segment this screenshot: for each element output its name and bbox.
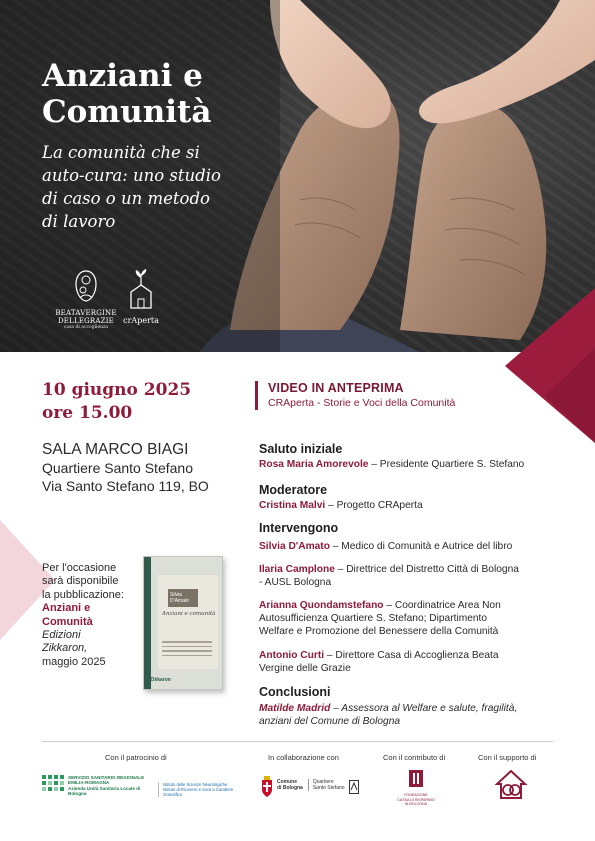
- ssr-text-line: SERVIZIO SANITARIO REGIONALE: [68, 775, 145, 780]
- hero-subtitle-line: di lavoro: [42, 212, 116, 231]
- program-entry-speaker: [259, 540, 559, 553]
- comune-text-line: Comune: [277, 779, 297, 785]
- hero-title-line: Comunità: [42, 94, 212, 130]
- hero-subtitle: [42, 141, 257, 233]
- speaker-name: Rosa Maria Amorevole: [259, 459, 369, 470]
- footer-label-supporto: Con il supporto di: [478, 753, 537, 762]
- fondazione-emblem-icon: [392, 770, 440, 788]
- quartiere-emblem-icon: [349, 780, 359, 794]
- footer-divider: [42, 741, 553, 742]
- hero-subtitle-line: di caso o un metodo: [42, 189, 210, 208]
- fondazione-text-line: FONDAZIONE: [404, 793, 428, 797]
- section-heading-saluto: Saluto iniziale: [259, 442, 343, 456]
- ssr-grid-icon: [42, 775, 64, 795]
- speaker-name: Matilde Madrid: [259, 703, 331, 714]
- program-entry-speaker: [259, 649, 559, 675]
- event-date: 10 giugno 2025: [42, 380, 192, 400]
- speaker-role-line: anziani del Comune di Bologna: [259, 716, 401, 728]
- speaker-role: – Assessora al Welfare e salute, fragilità,: [330, 703, 518, 714]
- supporter-logo: [494, 770, 528, 805]
- speaker-role: – Medico di Comunità e Autrice del libro: [329, 541, 513, 552]
- bv-name-line: DELLEGRAZIE: [58, 317, 114, 325]
- pub-title-line: Comunità: [42, 615, 93, 628]
- hero-subtitle-line: La comunità che si: [42, 143, 200, 162]
- venue-address-line: Quartiere Santo Stefano: [42, 460, 193, 476]
- speaker-name: Arianna Quondamstefano: [259, 600, 384, 611]
- book-blurb-lines: [162, 641, 212, 659]
- pub-publisher-line: Zikkaron,: [42, 642, 88, 655]
- craperta-name: crAperta: [123, 316, 159, 325]
- section-heading-intervengono: Intervengono: [259, 521, 339, 535]
- speaker-name: Silvia D'Amato: [259, 541, 330, 552]
- craperta-logo: [120, 268, 162, 325]
- fondazione-carisbo-logo: [392, 770, 440, 807]
- book-cover: [143, 556, 223, 690]
- event-datetime: [42, 379, 191, 425]
- book-spine: [144, 557, 151, 689]
- hero-title-line: Anziani e: [42, 58, 203, 94]
- speaker-role: – Progetto CRAperta: [325, 500, 423, 511]
- pub-intro-line: la pubblicazione:: [42, 588, 124, 601]
- book-cover-panel: [158, 575, 218, 669]
- speaker-role: – Direttrice del Distretto Città di Bologna: [334, 564, 519, 575]
- footer-label-contributo: Con il contributo di: [383, 753, 446, 762]
- program-entry-saluto: [259, 458, 559, 471]
- madonna-icon: [68, 268, 104, 304]
- pub-intro-line: Per l'occasione: [42, 562, 117, 574]
- venue-address-line: Via Santo Stefano 119, BO: [42, 478, 209, 494]
- fondazione-text-line: CASSA DI RISPARMIO: [397, 797, 435, 802]
- event-time: ore 15.00: [42, 403, 133, 423]
- decorative-triangle-right: [505, 288, 595, 443]
- pub-publisher-line: Edizioni: [42, 629, 81, 642]
- venue-name: SALA MARCO BIAGI: [42, 441, 189, 458]
- footer-label-collaborazione: In collaborazione con: [268, 753, 339, 762]
- program-entry-speaker: [259, 599, 559, 639]
- video-title: VIDEO IN ANTEPRIMA: [268, 381, 404, 395]
- book-author: Silvia D'Amato: [168, 589, 198, 607]
- program-entry-moderatore: [259, 499, 559, 512]
- supporter-emblem-icon: [494, 770, 528, 800]
- bologna-crest-icon: [260, 776, 274, 798]
- bv-name-line: BEATAVERGINE: [55, 309, 117, 317]
- comune-text-line: di Bologna: [277, 785, 303, 791]
- fondazione-text-line: IN BOLOGNA: [404, 802, 428, 806]
- publication-note: [42, 562, 137, 669]
- speaker-role-line: Vergine delle Grazie: [259, 663, 351, 675]
- pub-title-line: Anziani e: [42, 602, 91, 615]
- quartiere-text-line: Quartiere: [312, 779, 334, 785]
- book-publisher-mark: Zikkaron: [150, 677, 171, 683]
- comune-bologna-logo: [260, 776, 360, 798]
- speaker-role: – Coordinatrice Area Non: [383, 600, 501, 611]
- speaker-name: Ilaria Camplone: [259, 564, 335, 575]
- isn-text-line: Istituto delle Scienze Neurologiche: [163, 782, 228, 787]
- section-heading-moderatore: Moderatore: [259, 483, 328, 497]
- speaker-role: – Direttore Casa di Accoglienza Beata: [324, 650, 499, 661]
- pub-intro-line: sarà disponibile: [42, 575, 119, 588]
- hero-subtitle-line: auto-cura: uno studio: [42, 166, 221, 185]
- ssr-text-line: Azienda Unità Sanitaria Locale di Bologna: [68, 785, 141, 797]
- speaker-role-line: - AUSL Bologna: [259, 577, 332, 589]
- footer-label-patrocinio: Con il patrocinio di: [105, 753, 167, 762]
- section-heading-conclusioni: Conclusioni: [259, 685, 331, 699]
- isn-logo: [158, 782, 248, 797]
- isn-text-line: Istituto di Ricovero e Cura a Carattere Scientifico: [163, 787, 234, 797]
- hero-title: [42, 58, 282, 130]
- quartiere-text-line: Santo Stefano: [312, 785, 345, 791]
- speaker-name: Antonio Curti: [259, 650, 325, 661]
- book-title: Anziani e comunità: [162, 611, 216, 617]
- program-entry-speaker: [259, 563, 559, 589]
- program-entry-conclusioni: [259, 702, 559, 728]
- pub-date: maggio 2025: [42, 655, 106, 668]
- video-subtitle: CRAperta - Storie e Voci della Comunità: [268, 397, 456, 409]
- ssr-emilia-romagna-logo: [42, 775, 154, 797]
- speaker-role-line: Autosufficienza Quartiere S. Stefano; Dipartimento: [259, 613, 488, 625]
- speaker-role-line: Welfare e Promozione del Benessere della Comunità: [259, 626, 499, 638]
- beata-vergine-logo: [50, 268, 122, 331]
- speaker-role: – Presidente Quartiere S. Stefano: [368, 459, 525, 470]
- bv-tagline: casa di accoglienza: [63, 325, 109, 330]
- video-preview-box: [255, 381, 555, 410]
- speaker-name: Cristina Malvi: [259, 500, 326, 511]
- ssr-text-line: EMILIA-ROMAGNA: [68, 780, 110, 786]
- house-plant-icon: [128, 268, 154, 310]
